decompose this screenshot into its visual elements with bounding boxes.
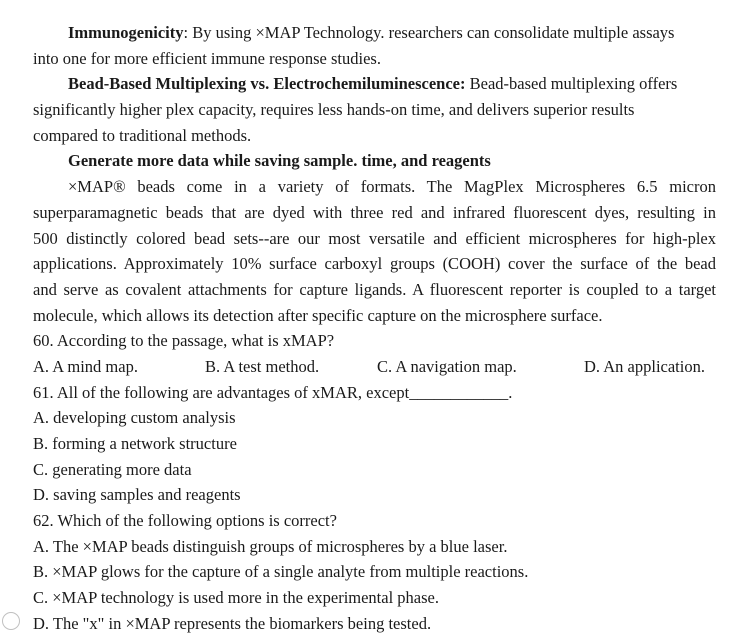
watermark-logo xyxy=(2,606,72,636)
paragraph-immunogenicity xyxy=(33,20,716,46)
paragraph-bead-based xyxy=(33,71,716,97)
paragraph-text: applications. Approximately 10% surface carboxyl groups (COOH) cover the surface of the bead xyxy=(33,254,716,274)
option-60-a[interactable]: A. A mind map. xyxy=(33,356,138,376)
paragraph-text: and serve as covalent attachments for capture ligands. A fluorescent reporter is coupled to a target xyxy=(33,279,716,299)
option-60-b[interactable]: B. A test method. xyxy=(205,356,320,376)
option-61-d[interactable]: D. saving samples and reagents xyxy=(33,485,241,505)
answer-blank[interactable]: ____________ xyxy=(409,382,509,402)
option-61-a[interactable]: A. developing custom analysis xyxy=(33,408,236,428)
option-62-b[interactable]: B. ×MAP glows for the capture of a single analyte from multiple reactions. xyxy=(33,562,529,582)
option-61-b[interactable]: B. forming a network structure xyxy=(33,434,237,453)
paragraph-text: into one for more efficient immune response studies. xyxy=(33,48,381,68)
paragraph-text: compared to traditional methods. xyxy=(33,125,252,145)
option-60-d[interactable]: D. An application. xyxy=(584,356,705,376)
paragraph-text: : By using ×MAP Technology. researchers can consolidate multiple assays xyxy=(183,23,675,42)
paragraph-text: molecule, which allows its detection after specific capture on the microsphere surface. xyxy=(33,305,603,325)
paragraph-text: 500 distinctly colored bead sets--are our most versatile and efficient microspheres for high-plex xyxy=(33,228,716,248)
question-61-stem-text: 61. All of the following are advantages of xMAR, except xyxy=(33,382,410,402)
paragraph-text: Bead-based multiplexing offers xyxy=(465,74,678,94)
paragraph-text: ×MAP® beads come in a variety of formats. The MagPlex Microspheres 6.5 micron xyxy=(68,177,716,197)
heading-bead-based: Bead-Based Multiplexing vs. Electrochemiluminescence: xyxy=(68,74,466,94)
heading-generate-more-data: Generate more data while saving sample. time, and reagents xyxy=(68,151,491,171)
paragraph-text: superparamagnetic beads that are dyed with three red and infrared fluorescent dyes, resulting in xyxy=(33,202,716,222)
question-60-options xyxy=(33,354,716,380)
option-62-a[interactable]: A. The ×MAP beads distinguish groups of microspheres by a blue laser. xyxy=(33,536,508,556)
option-61-c[interactable]: C. generating more data xyxy=(33,459,192,479)
question-60-stem: 60. According to the passage, what is xMAP? xyxy=(33,331,335,351)
question-62-stem: 62. Which of the following options is correct? xyxy=(33,511,337,531)
option-60-c[interactable]: C. A navigation map. xyxy=(377,356,517,376)
paragraph-text: significantly higher plex capacity, requires less hands-on time, and delivers superior results xyxy=(33,100,635,120)
option-62-c[interactable]: C. ×MAP technology is used more in the experimental phase. xyxy=(33,588,439,608)
watermark-icon xyxy=(2,612,20,630)
exam-page xyxy=(33,20,716,637)
option-62-d[interactable]: D. The "x" in ×MAP represents the biomarkers being tested. xyxy=(33,613,432,633)
question-61-stem xyxy=(33,380,716,406)
heading-immunogenicity: Immunogenicity xyxy=(68,23,184,42)
question-61-stem-end: . xyxy=(508,382,513,402)
